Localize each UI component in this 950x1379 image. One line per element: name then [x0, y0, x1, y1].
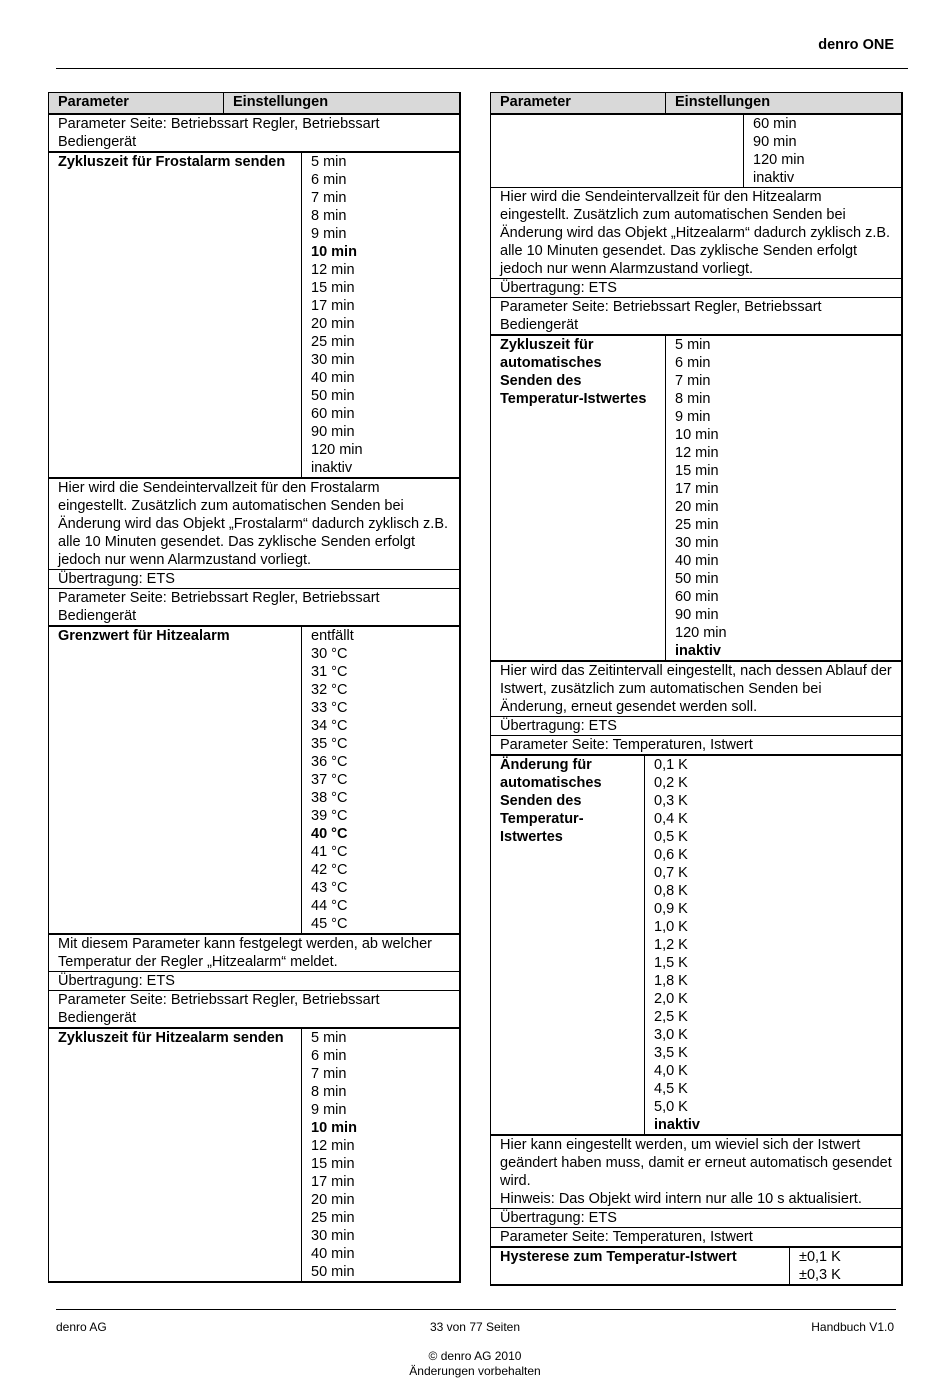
transfer-row: Übertragung: ETS	[491, 279, 901, 298]
parameter-option: 120 min	[753, 152, 805, 168]
transfer-row: Übertragung: ETS	[49, 570, 459, 589]
parameter-option: 15 min	[311, 1156, 355, 1172]
description-row: Mit diesem Parameter kann festgelegt werden, ab welcher Temperatur der Regler „Hitzealarm“ meldet.	[49, 935, 459, 972]
parameter-option: 33 °C	[311, 700, 348, 716]
parameter-option: 20 min	[675, 499, 719, 515]
parameter-option: 50 min	[311, 388, 355, 404]
parameter-option: 36 °C	[311, 754, 348, 770]
parameter-option: 6 min	[311, 172, 347, 188]
parameter-name: Zykluszeit für Hitzealarm senden	[49, 1029, 302, 1281]
parameter-option: 0,7 K	[654, 865, 688, 881]
parameter-row-hysteresis	[491, 1248, 901, 1284]
parameter-option: 90 min	[753, 134, 797, 150]
parameter-name: Hysterese zum Temperatur-Istwert	[491, 1248, 790, 1284]
parameter-name: Änderung für automatisches Senden des Temperatur-Istwertes	[491, 756, 645, 1134]
parameter-page-row: Parameter Seite: Betriebssart Regler, Betriebssart Bediengerät	[49, 589, 459, 627]
parameter-option: 40 °C	[311, 826, 348, 842]
parameter-option: 2,0 K	[654, 991, 688, 1007]
parameter-option: 0,1 K	[654, 757, 688, 773]
parameter-option: inaktiv	[311, 460, 353, 476]
parameter-option: 60 min	[753, 116, 797, 132]
parameter-page-row: Parameter Seite: Betriebssart Regler, Betriebssart Bediengerät	[491, 298, 901, 336]
footer-page-number: 33 von 77 Seiten	[429, 1320, 521, 1334]
parameter-option: 15 min	[311, 280, 355, 296]
left-parameter-table	[48, 92, 461, 1283]
parameter-option: 9 min	[311, 226, 347, 242]
parameter-values	[744, 115, 901, 187]
parameter-page-row: Parameter Seite: Betriebssart Regler, Betriebssart Bediengerät	[49, 115, 459, 153]
parameter-option: 0,6 K	[654, 847, 688, 863]
parameter-option: 17 min	[675, 481, 719, 497]
parameter-option: 25 min	[311, 1210, 355, 1226]
parameter-option: 5 min	[311, 154, 347, 170]
parameter-values	[302, 1029, 459, 1281]
parameter-option: 31 °C	[311, 664, 348, 680]
parameter-option: 43 °C	[311, 880, 348, 896]
parameter-page-row: Parameter Seite: Temperaturen, Istwert	[491, 1228, 901, 1248]
parameter-option: 6 min	[675, 355, 711, 371]
parameter-option: 30 °C	[311, 646, 348, 662]
header-parameter: Parameter	[49, 93, 224, 113]
parameter-option: 25 min	[311, 334, 355, 350]
parameter-option: 15 min	[675, 463, 719, 479]
parameter-row-continued	[491, 115, 901, 188]
parameter-option: 7 min	[311, 190, 347, 206]
parameter-option: 0,9 K	[654, 901, 688, 917]
transfer-row: Übertragung: ETS	[491, 1209, 901, 1228]
parameter-option: 90 min	[311, 424, 355, 440]
parameter-option: 42 °C	[311, 862, 348, 878]
parameter-option: 1,8 K	[654, 973, 688, 989]
parameter-option: inaktiv	[675, 643, 721, 659]
header-brand: denro ONE	[818, 37, 894, 53]
parameter-option: 40 min	[311, 1246, 355, 1262]
parameter-option: 44 °C	[311, 898, 348, 914]
parameter-option: 1,0 K	[654, 919, 688, 935]
header-divider	[56, 68, 908, 69]
parameter-option: 12 min	[311, 1138, 355, 1154]
parameter-option: 17 min	[311, 1174, 355, 1190]
parameter-option: 0,4 K	[654, 811, 688, 827]
parameter-name: Zykluszeit für Frostalarm senden	[49, 153, 302, 477]
parameter-row-cycle-actual	[491, 336, 901, 662]
parameter-name-empty	[491, 115, 744, 187]
parameter-option: 45 °C	[311, 916, 348, 932]
parameter-name: Grenzwert für Hitzealarm	[49, 627, 302, 933]
parameter-option: 12 min	[675, 445, 719, 461]
parameter-values	[302, 153, 459, 477]
description-row: Hier wird die Sendeintervallzeit für den Frostalarm eingestellt. Zusätzlich zum automatischen Senden bei Änderung wird das Objekt „Frostalarm“ dadurch zyklisch z.B. alle 10 Minuten gesendet. Das zyklische Senden erfolgt jedoch nur wenn Alarmzustand vorliegt.	[49, 479, 459, 570]
left-table-header	[49, 93, 459, 115]
parameter-option: 50 min	[675, 571, 719, 587]
parameter-option: 8 min	[311, 1084, 347, 1100]
parameter-option: 34 °C	[311, 718, 348, 734]
header-parameter: Parameter	[491, 93, 666, 113]
parameter-option: 0,2 K	[654, 775, 688, 791]
parameter-option: 30 min	[311, 1228, 355, 1244]
parameter-values	[790, 1248, 901, 1284]
parameter-option: 6 min	[311, 1048, 347, 1064]
parameter-row-change-actual	[491, 756, 901, 1136]
footer-notice: Änderungen vorbehalten	[409, 1364, 541, 1378]
parameter-values	[666, 336, 901, 660]
parameter-option: 20 min	[311, 316, 355, 332]
parameter-option: 3,5 K	[654, 1045, 688, 1061]
parameter-option: 0,8 K	[654, 883, 688, 899]
parameter-option: 8 min	[311, 208, 347, 224]
parameter-option: entfällt	[311, 628, 354, 644]
parameter-option: 38 °C	[311, 790, 348, 806]
parameter-option: ±0,3 K	[799, 1267, 841, 1283]
parameter-option: 25 min	[675, 517, 719, 533]
parameter-option: 4,0 K	[654, 1063, 688, 1079]
parameter-option: 4,5 K	[654, 1081, 688, 1097]
parameter-option: 9 min	[675, 409, 711, 425]
parameter-row-heat-limit	[49, 627, 459, 935]
footer-manual-version: Handbuch V1.0	[811, 1320, 894, 1334]
parameter-values	[645, 756, 901, 1134]
parameter-option: 30 min	[311, 352, 355, 368]
description-note: Hinweis: Das Objekt wird intern nur alle 10 s aktualisiert.	[500, 1191, 862, 1207]
parameter-option: 7 min	[675, 373, 711, 389]
parameter-option: 7 min	[311, 1066, 347, 1082]
parameter-option: inaktiv	[654, 1117, 700, 1133]
parameter-option: 37 °C	[311, 772, 348, 788]
right-parameter-table	[490, 92, 903, 1286]
transfer-row: Übertragung: ETS	[49, 972, 459, 991]
parameter-option: 2,5 K	[654, 1009, 688, 1025]
footer-divider	[56, 1309, 896, 1310]
parameter-option: 35 °C	[311, 736, 348, 752]
parameter-option: 40 min	[311, 370, 355, 386]
parameter-values	[302, 627, 459, 933]
parameter-option: 120 min	[311, 442, 363, 458]
parameter-option: 5 min	[311, 1030, 347, 1046]
footer-copyright: © denro AG 2010	[428, 1349, 522, 1363]
parameter-option: 40 min	[675, 553, 719, 569]
description-row	[491, 1136, 901, 1209]
right-table-header	[491, 93, 901, 115]
header-settings: Einstellungen	[675, 94, 771, 110]
parameter-option: 50 min	[311, 1264, 355, 1280]
parameter-option: 90 min	[675, 607, 719, 623]
parameter-row-heat-cycle	[49, 1029, 459, 1281]
parameter-option: ±0,1 K	[799, 1249, 841, 1265]
parameter-option: 0,5 K	[654, 829, 688, 845]
parameter-option: inaktiv	[753, 170, 795, 186]
parameter-option: 0,3 K	[654, 793, 688, 809]
footer-copyright-block	[0, 1349, 950, 1379]
parameter-option: 1,5 K	[654, 955, 688, 971]
parameter-option: 10 min	[311, 244, 357, 260]
parameter-name: Zykluszeit für automatisches Senden des Temperatur-Istwertes	[491, 336, 666, 660]
parameter-page-row: Parameter Seite: Temperaturen, Istwert	[491, 736, 901, 756]
parameter-option: 20 min	[311, 1192, 355, 1208]
header-settings: Einstellungen	[233, 94, 329, 110]
parameter-option: 60 min	[675, 589, 719, 605]
parameter-option: 12 min	[311, 262, 355, 278]
parameter-option: 10 min	[675, 427, 719, 443]
description-row: Hier wird die Sendeintervallzeit für den Hitzealarm eingestellt. Zusätzlich zum automatischen Senden bei Änderung wird das Objekt „Hitzealarm“ dadurch zyklisch z.B. alle 10 Minuten gesendet. Das zyklische Senden erfolgt jedoch nur wenn Alarmzustand vorliegt.	[491, 188, 901, 279]
parameter-option: 1,2 K	[654, 937, 688, 953]
parameter-row-frost-cycle	[49, 153, 459, 479]
parameter-option: 3,0 K	[654, 1027, 688, 1043]
description-row: Hier wird das Zeitintervall eingestellt, nach dessen Ablauf der Istwert, zusätzlich zum automatischen Senden bei Änderung, erneut gesendet werden soll.	[491, 662, 901, 717]
parameter-option: 120 min	[675, 625, 727, 641]
parameter-option: 10 min	[311, 1120, 357, 1136]
parameter-option: 41 °C	[311, 844, 348, 860]
parameter-page-row: Parameter Seite: Betriebssart Regler, Betriebssart Bediengerät	[49, 991, 459, 1029]
footer-company: denro AG	[56, 1320, 107, 1334]
parameter-option: 5 min	[675, 337, 711, 353]
parameter-option: 5,0 K	[654, 1099, 688, 1115]
description-text: Hier kann eingestellt werden, um wieviel sich der Istwert geändert haben muss, damit er erneut automatisch gesendet wird.	[500, 1137, 892, 1189]
parameter-option: 17 min	[311, 298, 355, 314]
parameter-option: 32 °C	[311, 682, 348, 698]
transfer-row: Übertragung: ETS	[491, 717, 901, 736]
parameter-option: 9 min	[311, 1102, 347, 1118]
parameter-option: 8 min	[675, 391, 711, 407]
parameter-option: 39 °C	[311, 808, 348, 824]
parameter-option: 60 min	[311, 406, 355, 422]
parameter-option: 30 min	[675, 535, 719, 551]
